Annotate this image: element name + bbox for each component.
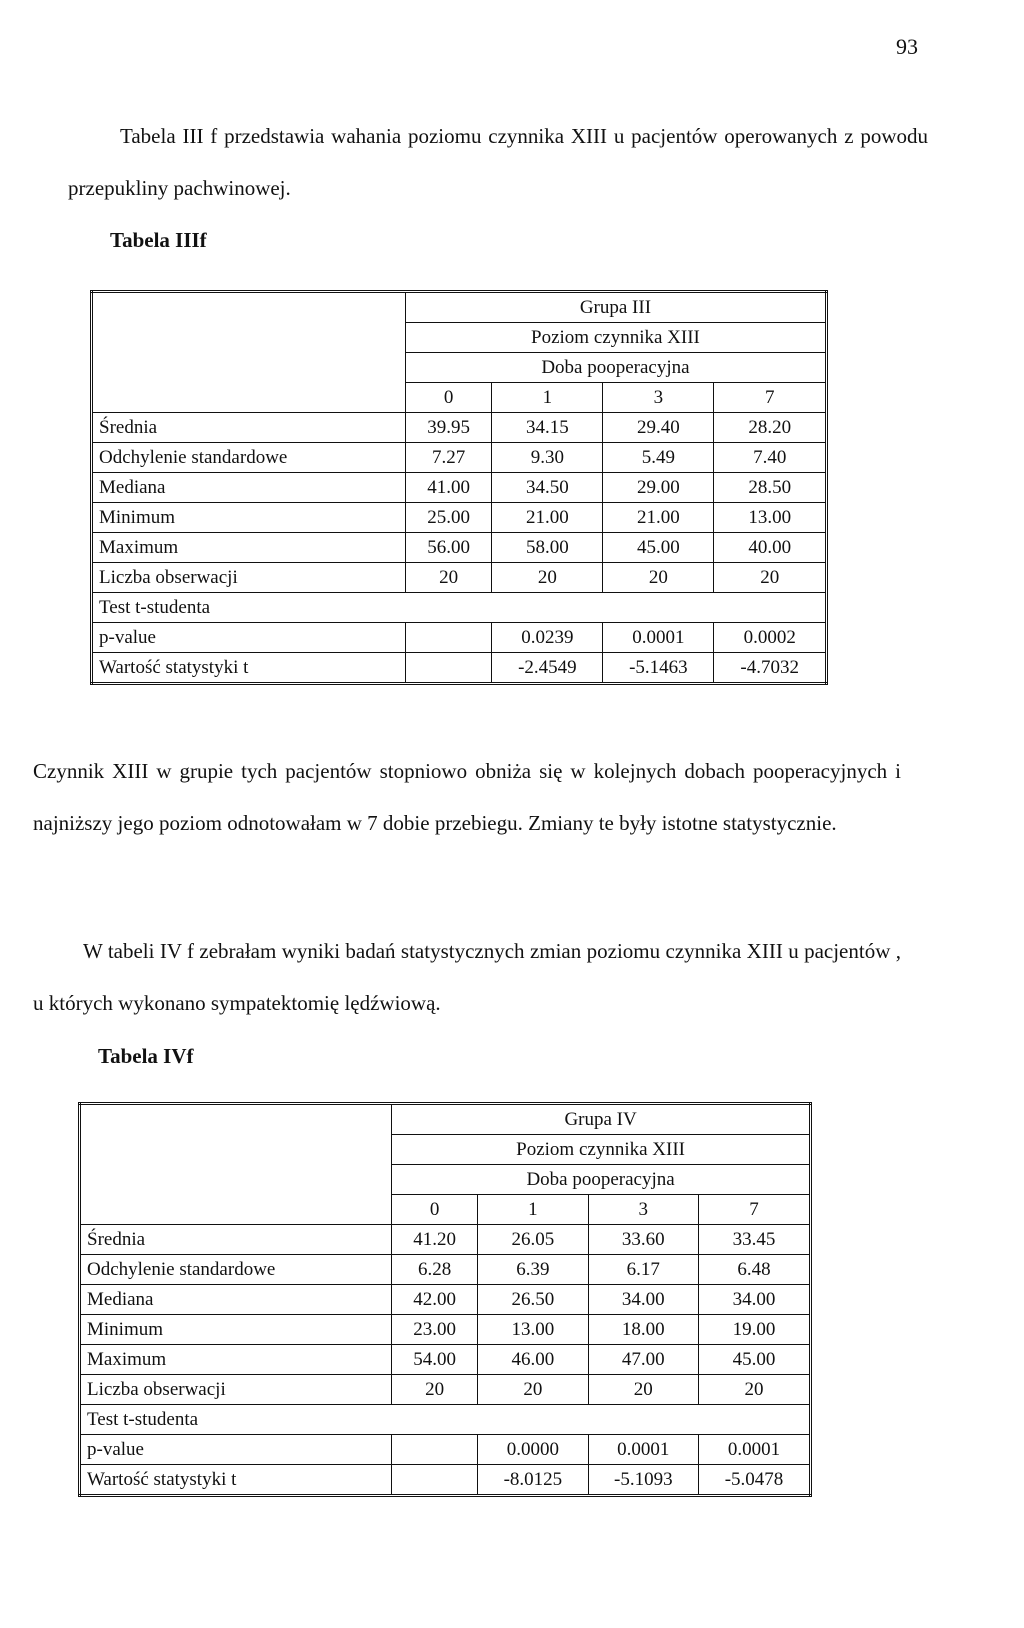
cell: 34.50 xyxy=(492,473,603,503)
table3-day: 1 xyxy=(492,383,603,413)
table3-factor: Poziom czynnika XIII xyxy=(405,323,826,353)
table-row xyxy=(80,1285,811,1315)
cell: 28.50 xyxy=(714,473,827,503)
cell: 20 xyxy=(699,1375,811,1405)
cell: 33.60 xyxy=(588,1225,698,1255)
cell: 6.28 xyxy=(392,1255,478,1285)
table3-day: 3 xyxy=(603,383,714,413)
cell: 19.00 xyxy=(699,1315,811,1345)
intro-table4-text: W tabeli IV f zebrałam wyniki badań statystycznych zmian poziomu czynnika XIII u pacjentów , u których wykonano sympatektomię lędźwiową. xyxy=(33,939,901,1015)
cell: 23.00 xyxy=(392,1315,478,1345)
table3-day: 0 xyxy=(405,383,491,413)
cell: 0.0001 xyxy=(588,1435,698,1465)
table-row xyxy=(80,1255,811,1285)
after-table3-text: Czynnik XIII w grupie tych pacjentów stopniowo obniża się w kolejnych dobach pooperacyjnych i najniższy jego poziom odnotowałam w 7 dobie przebiegu. Zmiany te były istotne statystycznie. xyxy=(33,759,901,835)
cell: 7.40 xyxy=(714,443,827,473)
cell: 9.30 xyxy=(492,443,603,473)
cell: 20 xyxy=(588,1375,698,1405)
row-label: Liczba obserwacji xyxy=(80,1375,392,1405)
table4-day: 7 xyxy=(699,1195,811,1225)
table3-day: 7 xyxy=(714,383,827,413)
table-row xyxy=(92,473,827,503)
test-label: Test t-studenta xyxy=(80,1405,811,1435)
cell: 34.15 xyxy=(492,413,603,443)
table4-day: 3 xyxy=(588,1195,698,1225)
table-row xyxy=(92,443,827,473)
cell: 20 xyxy=(714,563,827,593)
row-label: Minimum xyxy=(92,503,406,533)
table-row xyxy=(80,1345,811,1375)
cell: 20 xyxy=(603,563,714,593)
cell: 20 xyxy=(392,1375,478,1405)
table3-corner xyxy=(92,292,406,413)
cell: 56.00 xyxy=(405,533,491,563)
table-row xyxy=(92,653,827,684)
cell: 26.05 xyxy=(478,1225,588,1255)
table4-caption: Tabela IVf xyxy=(98,1044,194,1068)
cell: 6.39 xyxy=(478,1255,588,1285)
cell: 0.0001 xyxy=(699,1435,811,1465)
table-row xyxy=(80,1435,811,1465)
tstat-label: Wartość statystyki t xyxy=(80,1465,392,1496)
row-label: Mediana xyxy=(92,473,406,503)
cell: 39.95 xyxy=(405,413,491,443)
table4-corner xyxy=(80,1104,392,1225)
cell: -2.4549 xyxy=(492,653,603,684)
cell: 41.20 xyxy=(392,1225,478,1255)
table4-day: 1 xyxy=(478,1195,588,1225)
intro-paragraph-table4 xyxy=(33,925,901,1029)
table3-day-label: Doba pooperacyjna xyxy=(405,353,826,383)
cell: 28.20 xyxy=(714,413,827,443)
row-label: Odchylenie standardowe xyxy=(92,443,406,473)
cell: 20 xyxy=(478,1375,588,1405)
table-row xyxy=(80,1225,811,1255)
cell: 47.00 xyxy=(588,1345,698,1375)
cell: 40.00 xyxy=(714,533,827,563)
table4-day: 0 xyxy=(392,1195,478,1225)
cell: 46.00 xyxy=(478,1345,588,1375)
cell: 18.00 xyxy=(588,1315,698,1345)
cell: 29.00 xyxy=(603,473,714,503)
table4 xyxy=(78,1102,812,1497)
table-row xyxy=(92,533,827,563)
cell: 41.00 xyxy=(405,473,491,503)
table3 xyxy=(90,290,828,685)
cell: 0.0001 xyxy=(603,623,714,653)
table-row xyxy=(80,1405,811,1435)
row-label: Maximum xyxy=(80,1345,392,1375)
cell: -5.0478 xyxy=(699,1465,811,1496)
cell: 21.00 xyxy=(492,503,603,533)
table-row xyxy=(80,1375,811,1405)
row-label: Średnia xyxy=(80,1225,392,1255)
cell: 45.00 xyxy=(603,533,714,563)
cell: 0.0002 xyxy=(714,623,827,653)
empty-cell xyxy=(405,623,491,653)
cell: -5.1463 xyxy=(603,653,714,684)
table4-group: Grupa IV xyxy=(392,1104,811,1135)
cell: 13.00 xyxy=(478,1315,588,1345)
empty-cell xyxy=(392,1435,478,1465)
cell: 25.00 xyxy=(405,503,491,533)
test-label: Test t-studenta xyxy=(92,593,827,623)
table4-day-label: Doba pooperacyjna xyxy=(392,1165,811,1195)
cell: 54.00 xyxy=(392,1345,478,1375)
table-row xyxy=(92,593,827,623)
row-label: Maximum xyxy=(92,533,406,563)
intro-table3-text: Tabela III f przedstawia wahania poziomu czynnika XIII u pacjentów operowanych z powodu przepukliny pachwinowej. xyxy=(68,124,928,200)
empty-cell xyxy=(392,1465,478,1496)
cell: 20 xyxy=(405,563,491,593)
table4-factor: Poziom czynnika XIII xyxy=(392,1135,811,1165)
cell: 6.17 xyxy=(588,1255,698,1285)
cell: 13.00 xyxy=(714,503,827,533)
cell: 5.49 xyxy=(603,443,714,473)
cell: 33.45 xyxy=(699,1225,811,1255)
table-row xyxy=(80,1465,811,1496)
intro-paragraph-table3 xyxy=(68,110,928,214)
table3-group: Grupa III xyxy=(405,292,826,323)
table-row xyxy=(80,1315,811,1345)
empty-cell xyxy=(405,653,491,684)
row-label: Minimum xyxy=(80,1315,392,1345)
cell: 7.27 xyxy=(405,443,491,473)
cell: 20 xyxy=(492,563,603,593)
row-label: Średnia xyxy=(92,413,406,443)
cell: 29.40 xyxy=(603,413,714,443)
cell: 58.00 xyxy=(492,533,603,563)
page-number: 93 xyxy=(896,34,918,59)
cell: 0.0239 xyxy=(492,623,603,653)
pvalue-label: p-value xyxy=(80,1435,392,1465)
cell: 0.0000 xyxy=(478,1435,588,1465)
cell: 6.48 xyxy=(699,1255,811,1285)
row-label: Odchylenie standardowe xyxy=(80,1255,392,1285)
cell: 42.00 xyxy=(392,1285,478,1315)
conclusion-paragraph-table3 xyxy=(33,745,901,849)
table-row xyxy=(92,503,827,533)
cell: -4.7032 xyxy=(714,653,827,684)
cell: 21.00 xyxy=(603,503,714,533)
cell: 45.00 xyxy=(699,1345,811,1375)
tstat-label: Wartość statystyki t xyxy=(92,653,406,684)
row-label: Mediana xyxy=(80,1285,392,1315)
cell: 34.00 xyxy=(588,1285,698,1315)
pvalue-label: p-value xyxy=(92,623,406,653)
cell: -5.1093 xyxy=(588,1465,698,1496)
table-row xyxy=(92,563,827,593)
table3-caption: Tabela IIIf xyxy=(110,228,207,252)
table-row xyxy=(92,623,827,653)
cell: 26.50 xyxy=(478,1285,588,1315)
row-label: Liczba obserwacji xyxy=(92,563,406,593)
cell: 34.00 xyxy=(699,1285,811,1315)
cell: -8.0125 xyxy=(478,1465,588,1496)
table-row xyxy=(92,413,827,443)
